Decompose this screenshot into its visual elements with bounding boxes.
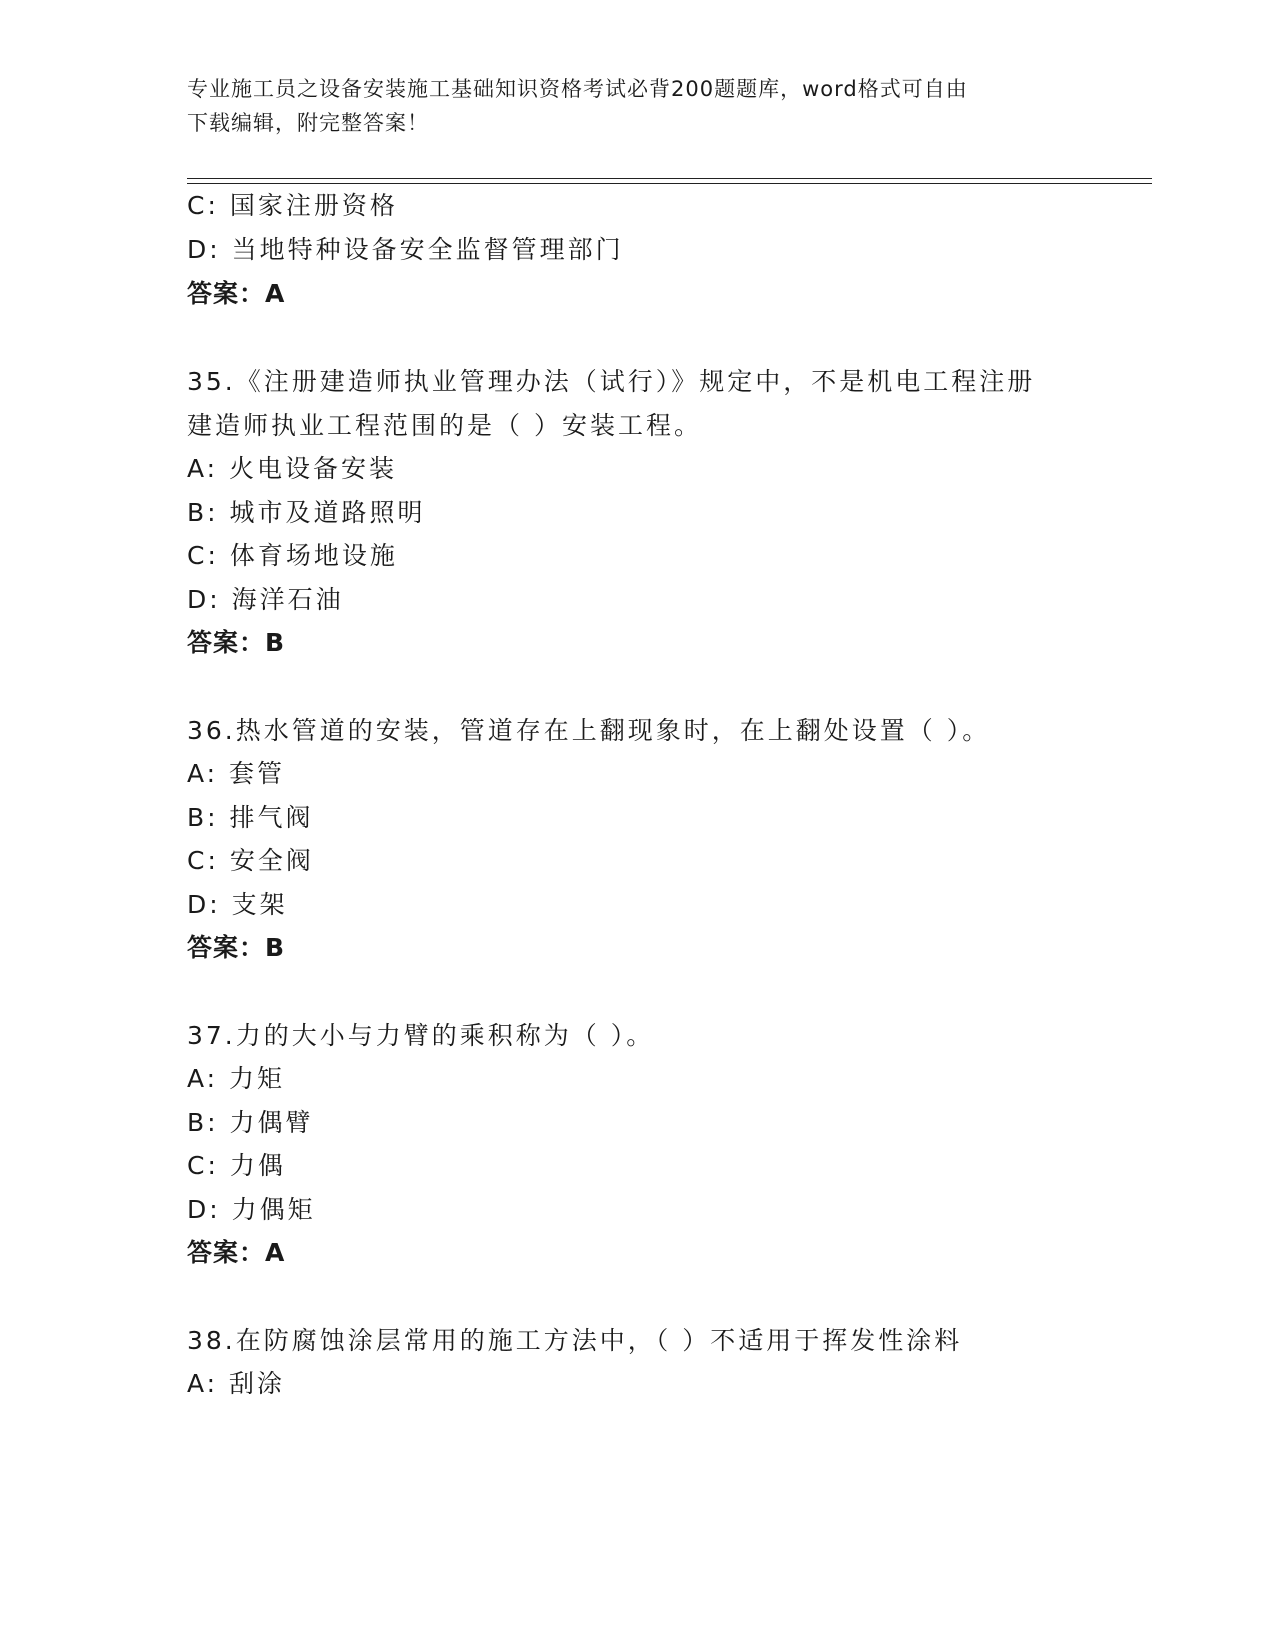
header-title-line-1: 专业施工员之设备安装施工基础知识资格考试必背200题题库，word格式可自由 bbox=[187, 77, 968, 101]
answer-line: 答案：A bbox=[187, 1238, 286, 1267]
option-line: A: 套管 bbox=[187, 759, 286, 788]
header-title-line-2: 下载编辑，附完整答案！ bbox=[187, 111, 429, 135]
option-line: A: 刮涂 bbox=[187, 1369, 286, 1398]
header-divider-bottom bbox=[187, 183, 1152, 184]
option-line: D: 支架 bbox=[187, 890, 288, 919]
answer-line: 答案：B bbox=[187, 933, 286, 962]
option-line: C: 力偶 bbox=[187, 1151, 286, 1180]
option-line: D: 当地特种设备安全监督管理部门 bbox=[187, 235, 624, 264]
option-line: D: 力偶矩 bbox=[187, 1195, 316, 1224]
option-line: C: 安全阀 bbox=[187, 846, 314, 875]
option-line: B: 城市及道路照明 bbox=[187, 498, 426, 527]
option-line: A: 火电设备安装 bbox=[187, 454, 398, 483]
answer-line: 答案：B bbox=[187, 628, 286, 657]
answer-line: 答案：A bbox=[187, 279, 286, 308]
question-line: 38.在防腐蚀涂层常用的施工方法中，（ ）不适用于挥发性涂料 bbox=[187, 1326, 963, 1355]
option-line: B: 排气阀 bbox=[187, 803, 314, 832]
document-header bbox=[187, 72, 1067, 140]
option-line: D: 海洋石油 bbox=[187, 585, 344, 614]
header-divider-top bbox=[187, 178, 1152, 179]
option-line: A: 力矩 bbox=[187, 1064, 286, 1093]
option-line: C: 国家注册资格 bbox=[187, 191, 398, 220]
question-line: 35.《注册建造师执业管理办法（试行）》规定中，不是机电工程注册 bbox=[187, 367, 1036, 396]
option-line: B: 力偶臂 bbox=[187, 1108, 314, 1137]
option-line: C: 体育场地设施 bbox=[187, 541, 398, 570]
question-line: 37.力的大小与力臂的乘积称为（ ）。 bbox=[187, 1021, 655, 1050]
question-line: 36.热水管道的安装，管道存在上翻现象时，在上翻处设置（ ）。 bbox=[187, 716, 991, 745]
question-line: 建造师执业工程范围的是（ ）安装工程。 bbox=[187, 411, 702, 440]
